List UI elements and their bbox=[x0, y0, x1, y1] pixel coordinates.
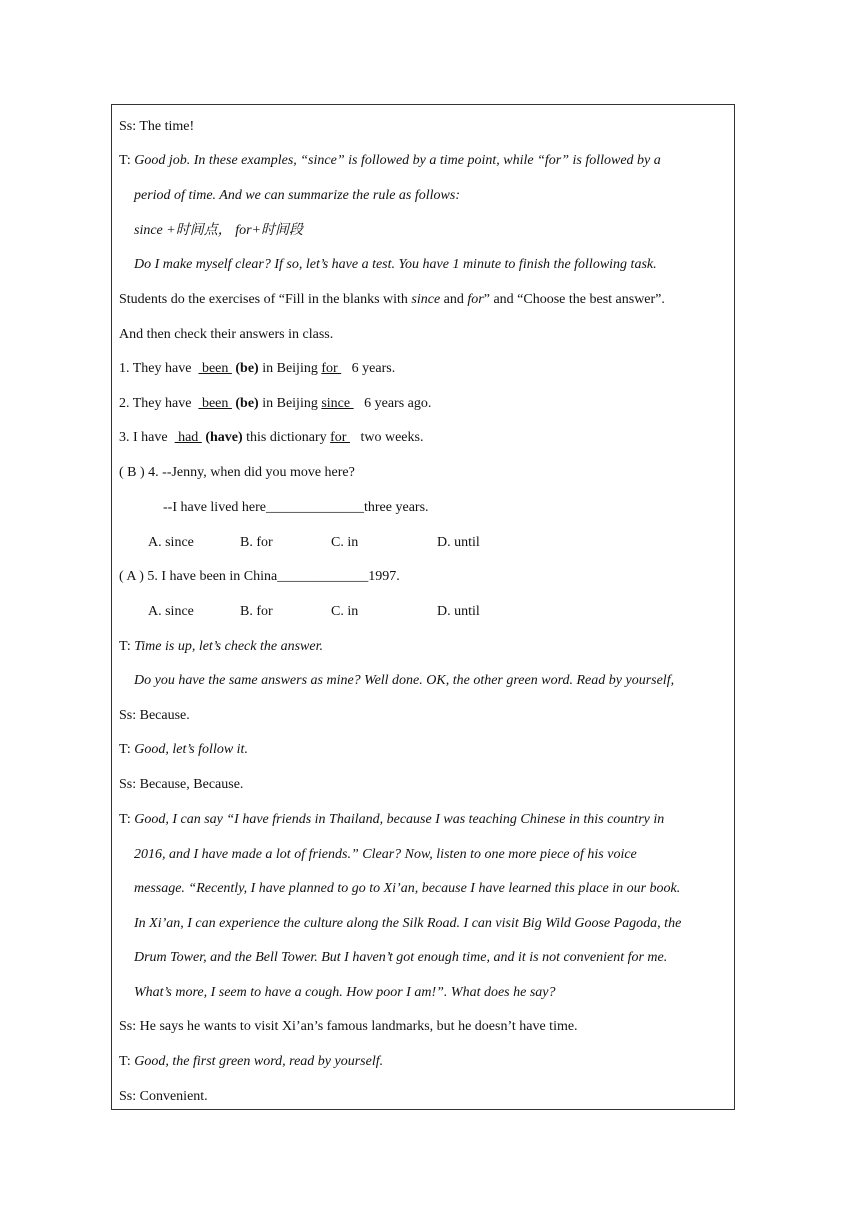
line-text: Time is up, let’s check the answer. bbox=[134, 639, 323, 654]
line-ss-because: Ss: Because. bbox=[119, 708, 190, 723]
line-recently-planned: message. “Recently, I have planned to go to Xi’an, because I have learned this place in our book. bbox=[134, 881, 681, 896]
line-text: The time! bbox=[136, 119, 195, 134]
speaker-t: T: bbox=[119, 639, 131, 654]
line-first-green-word bbox=[119, 1053, 383, 1071]
answer-blank: been bbox=[198, 361, 232, 376]
q5-option-c: C. in bbox=[331, 604, 359, 619]
q4-option-a: A. since bbox=[148, 535, 194, 550]
question-text: this dictionary bbox=[242, 430, 331, 445]
line-follow-it bbox=[119, 741, 248, 759]
line-text: Good, let’s follow it. bbox=[134, 742, 248, 757]
answer-blank: since bbox=[321, 396, 354, 411]
q5-option-a: A. since bbox=[148, 604, 194, 619]
for-word: for bbox=[467, 292, 484, 307]
verb-hint: (be) bbox=[235, 396, 259, 411]
line-ss-the-time bbox=[119, 118, 194, 136]
q4-option-b: B. for bbox=[240, 535, 273, 550]
q4-option-c: C. in bbox=[331, 535, 359, 550]
answer-blank: for bbox=[330, 430, 350, 445]
line-text: Good, I can say “I have friends in Thailand, because I was teaching Chinese in this country in bbox=[134, 812, 665, 827]
question-2 bbox=[119, 395, 431, 413]
q4-option-d: D. until bbox=[437, 535, 480, 550]
line-check-answers: And then check their answers in class. bbox=[119, 327, 334, 342]
question-text: 6 years. bbox=[341, 361, 396, 376]
question-1 bbox=[119, 360, 395, 378]
line-silk-road: In Xi’an, I can experience the culture along the Silk Road. I can visit Big Wild Goose Pagoda, the bbox=[134, 916, 682, 931]
speaker-t: T: bbox=[119, 1054, 131, 1069]
question-number: 2. They have bbox=[119, 396, 195, 411]
question-text: 6 years ago. bbox=[353, 396, 432, 411]
line-text: Students do the exercises of “Fill in the blanks with bbox=[119, 292, 412, 307]
line-time-is-up bbox=[119, 638, 323, 656]
answer-blank: had bbox=[174, 430, 202, 445]
verb-hint: (have) bbox=[205, 430, 243, 445]
line-convenient: Ss: Convenient. bbox=[119, 1089, 208, 1104]
line-text: and bbox=[440, 292, 468, 307]
speaker-t: T: bbox=[119, 812, 131, 827]
line-landmarks: Ss: He says he wants to visit Xi’an’s famous landmarks, but he doesn’t have time. bbox=[119, 1019, 578, 1034]
line-voice-message: 2016, and I have made a lot of friends.” Clear? Now, listen to one more piece of his voice bbox=[134, 847, 637, 862]
question-number: 3. I have bbox=[119, 430, 172, 445]
line-period-of-time: period of time. And we can summarize the rule as follows: bbox=[134, 188, 460, 203]
line-same-answers: Do you have the same answers as mine? Well done. OK, the other green word. Read by yourself, bbox=[134, 673, 675, 688]
q5-option-b: B. for bbox=[240, 604, 273, 619]
question-4: ( B ) 4. --Jenny, when did you move here? bbox=[119, 465, 355, 480]
line-make-myself-clear: Do I make myself clear? If so, let’s have a test. You have 1 minute to finish the following task. bbox=[134, 257, 657, 272]
answer-blank: for bbox=[321, 361, 342, 376]
question-5: ( A ) 5. I have been in China_____________1997. bbox=[119, 569, 400, 584]
line-text: Good, the first green word, read by yourself. bbox=[134, 1054, 384, 1069]
question-text: in Beijing bbox=[258, 396, 322, 411]
question-4-response: --I have lived here______________three years. bbox=[163, 500, 429, 515]
q5-option-d: D. until bbox=[437, 604, 480, 619]
line-drum-tower: Drum Tower, and the Bell Tower. But I haven’t got enough time, and it is not convenient for me. bbox=[134, 950, 668, 965]
line-teacher-good-job bbox=[119, 152, 661, 170]
line-text: ” and “Choose the best answer”. bbox=[483, 292, 665, 307]
line-friends-in-thailand bbox=[119, 811, 664, 829]
line-text: Good job. In these examples, “since” is followed by a time point, while “for” is followed by a bbox=[134, 153, 661, 168]
speaker-ss: Ss: bbox=[119, 119, 137, 134]
verb-hint: (be) bbox=[235, 361, 259, 376]
line-cough: What’s more, I seem to have a cough. How poor I am!”. What does he say? bbox=[134, 985, 556, 1000]
line-students-exercises bbox=[119, 291, 665, 309]
speaker-t: T: bbox=[119, 153, 131, 168]
since-word: since bbox=[411, 292, 441, 307]
line-rule-summary: since +时间点， for+时间段 bbox=[134, 223, 303, 238]
line-ss-because-because: Ss: Because, Because. bbox=[119, 777, 244, 792]
question-text: in Beijing bbox=[258, 361, 322, 376]
answer-blank: been bbox=[198, 396, 232, 411]
question-text: two weeks. bbox=[349, 430, 424, 445]
question-3 bbox=[119, 429, 423, 447]
question-number: 1. They have bbox=[119, 361, 195, 376]
speaker-t: T: bbox=[119, 742, 131, 757]
